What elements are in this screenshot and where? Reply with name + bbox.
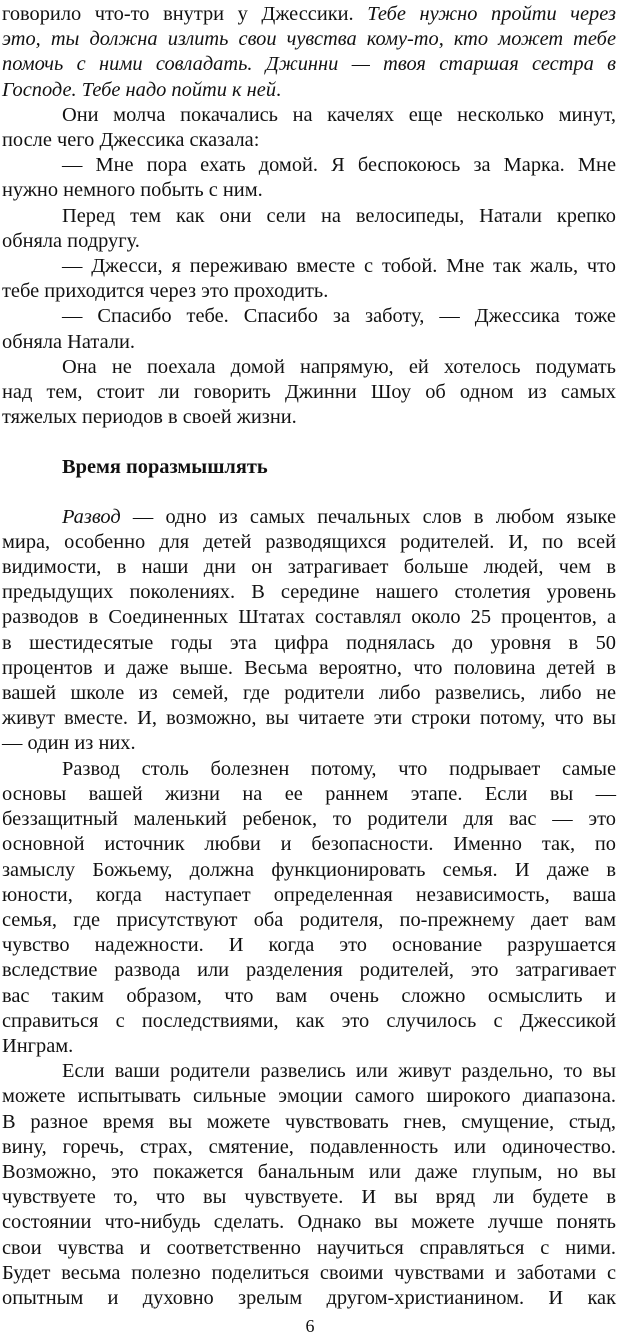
section-paragraph-2 — [2, 757, 616, 1059]
dialogue-paragraph — [2, 103, 616, 153]
text-span: . — [276, 78, 282, 101]
text-line: основы вашей жизни на ее раннем этапе. Если вы — — [2, 782, 616, 805]
page-number: 6 — [305, 1316, 315, 1336]
text-line: чувство надежности. И когда это основание разрушается — [2, 934, 616, 957]
dialogue-paragraph — [2, 153, 616, 203]
text-line: Инграм. — [2, 1034, 74, 1057]
text-line: Перед тем как они сели на велосипеды, Натали крепко — [62, 204, 616, 227]
text-line: тебе приходится через это проходить. — [2, 280, 329, 303]
text-line: Возможно, это покажется банальным или даже глупым, но вы — [2, 1160, 616, 1183]
text-line: юности, когда наступает определенная независимость, ваша — [2, 883, 616, 906]
text-line: нужно немного побыть с ним. — [2, 179, 263, 202]
text-line: обняла подругу. — [2, 229, 140, 252]
dialogue-paragraph — [2, 254, 616, 304]
text-line: — Мне пора ехать домой. Я беспокоюсь за Марка. Мне — [62, 154, 616, 177]
text-line: чувствуете то, что вы чувствуете. И вы вряд ли будете в — [2, 1186, 616, 1209]
text-line: Развод столь болезнен потому, что подрывает самые — [62, 757, 616, 780]
text-line: после чего Джессика сказала: — [2, 129, 260, 152]
text-line: Будет весьма полезно поделиться своими чувствами и заботами с — [2, 1261, 616, 1284]
text-line: опытным и духовно зрелым другом-христианином. И как — [2, 1286, 616, 1309]
text-line: — один из них. — [2, 732, 136, 755]
section-paragraph-1 — [2, 505, 616, 757]
text-line: обняла Натали. — [2, 330, 136, 353]
text-line — [2, 78, 616, 103]
text-line: состоянии что-нибудь сделать. Однако вы можете лучше понять — [2, 1211, 616, 1234]
italic-span: Господе. Тебе надо пойти к ней — [2, 78, 277, 101]
intro-paragraph — [2, 2, 616, 103]
text-span: говорило что-то внутри у Джессики. — [2, 3, 368, 25]
text-line: тяжелых периодов в своей жизни. — [2, 406, 297, 429]
text-line: вину, горечь, страх, смятение, подавленность или одиночество. — [2, 1135, 616, 1158]
text-line: предыдущих поколениях. В середине нашего столетия уровень — [2, 581, 616, 604]
text-line: Если ваши родители развелись или живут раздельно, то вы — [62, 1060, 616, 1083]
text-line: замыслу Божьему, должна функционировать семья. И даже в — [2, 858, 616, 881]
text-line: вас таким образом, что вам очень сложно осмыслить и — [2, 984, 616, 1007]
text-line — [2, 2, 616, 27]
text-line: вашей школе из семей, где родители либо развелись, либо не — [2, 682, 616, 705]
text-line: основной источник любви и безопасности. Именно так, по — [2, 833, 616, 856]
text-line: мира, особенно для детей разводящихся родителей. И, по всей — [2, 530, 616, 553]
text-line: видимости, в наши дни он затрагивает больше людей, чем в — [2, 556, 616, 579]
text-line: свои чувства и соответственно научиться справляться с ними. — [2, 1236, 616, 1259]
text-line: разводов в Соединенных Штатах составлял около 25 процентов, а — [2, 606, 616, 629]
text-line: помочь с ними совладать. Джинни — твоя старшая сестра в — [2, 53, 616, 76]
dialogue-paragraph — [2, 304, 616, 354]
text-span: — одно из самых печальных слов в любом языке — [120, 505, 616, 528]
text-line: беззащитный маленький ребенок, то родители для вас — это — [2, 808, 616, 831]
text-line: можете испытывать сильные эмоции самого широкого диапазона. — [2, 1085, 616, 1108]
section-heading: Время поразмышлять — [62, 456, 268, 479]
text-line: справиться с последствиями, как это случилось с Джессикой — [2, 1009, 616, 1032]
text-line — [2, 505, 616, 530]
section-paragraph-3 — [2, 1059, 616, 1311]
text-line: — Спасибо тебе. Спасибо за заботу, — Джессика тоже — [62, 305, 616, 328]
text-line: семья, где присутствуют оба родителя, по-прежнему дает вам — [2, 908, 616, 931]
text-line: В разное время вы можете чувствовать гнев, смущение, стыд, — [2, 1110, 616, 1133]
text-line: это, ты должна излить свои чувства кому-то, кто может тебе — [2, 28, 616, 51]
dialogue-paragraph — [2, 355, 616, 431]
text-line: — Джесси, я переживаю вместе с тобой. Мне так жаль, что — [62, 255, 616, 278]
text-line: над тем, стоит ли говорить Джинни Шоу об одном из самых — [2, 381, 616, 404]
text-line: Она не поехала домой напрямую, ей хотелось подумать — [62, 355, 616, 378]
text-line: живут вместе. И, возможно, вы читаете эти строки потому, что вы — [2, 707, 616, 730]
text-line: процентов и даже выше. Весьма вероятно, что половина детей в — [2, 656, 616, 679]
dialogue-paragraph — [2, 204, 616, 254]
text-line: в шестидесятые годы эта цифра поднялась до уровня в 50 — [2, 631, 616, 654]
italic-span: Развод — [62, 505, 121, 528]
text-line: вследствие развода или разделения родителей, это затрагивает — [2, 959, 616, 982]
italic-span: Тебе нужно пройти через — [367, 3, 616, 25]
text-line: Они молча покачались на качелях еще несколько минут, — [62, 103, 616, 126]
